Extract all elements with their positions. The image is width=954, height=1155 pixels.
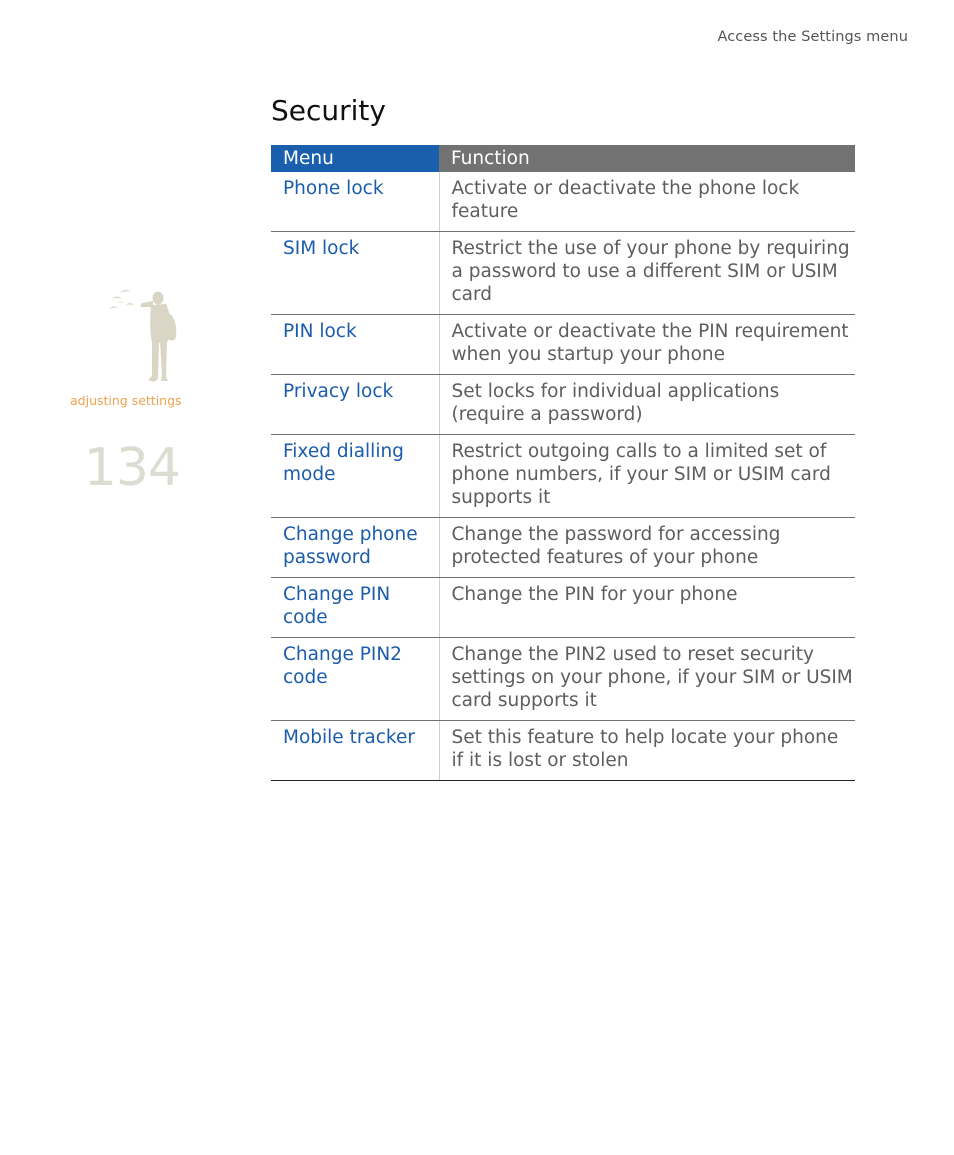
table-row bbox=[271, 315, 855, 375]
chapter-label: adjusting settings bbox=[70, 393, 182, 408]
table-row bbox=[271, 375, 855, 435]
function-cell: Change the PIN for your phone bbox=[439, 578, 855, 638]
function-cell: Change the PIN2 used to reset security settings on your phone, if your SIM or USIM card supports it bbox=[439, 638, 855, 721]
table-row bbox=[271, 578, 855, 638]
function-cell: Activate or deactivate the phone lock feature bbox=[439, 172, 855, 232]
table-row bbox=[271, 232, 855, 315]
running-header: Access the Settings menu bbox=[717, 29, 908, 45]
function-cell: Restrict outgoing calls to a limited set of phone numbers, if your SIM or USIM card supports it bbox=[439, 435, 855, 518]
table-row bbox=[271, 721, 855, 781]
table-row bbox=[271, 518, 855, 578]
menu-cell: Fixed dialling mode bbox=[271, 435, 439, 518]
column-header-function: Function bbox=[439, 145, 855, 172]
page-number: 134 bbox=[83, 438, 180, 498]
function-cell: Activate or deactivate the PIN requirement when you startup your phone bbox=[439, 315, 855, 375]
menu-cell: SIM lock bbox=[271, 232, 439, 315]
function-cell: Change the password for accessing protected features of your phone bbox=[439, 518, 855, 578]
person-with-birds-silhouette-icon bbox=[104, 287, 182, 387]
menu-cell: Change PIN code bbox=[271, 578, 439, 638]
menu-cell: Privacy lock bbox=[271, 375, 439, 435]
table-row bbox=[271, 638, 855, 721]
column-header-menu: Menu bbox=[271, 145, 439, 172]
page-title: Security bbox=[271, 94, 386, 127]
menu-cell: PIN lock bbox=[271, 315, 439, 375]
security-settings-table bbox=[271, 145, 855, 781]
function-cell: Set locks for individual applications (require a password) bbox=[439, 375, 855, 435]
table-row bbox=[271, 435, 855, 518]
function-cell: Set this feature to help locate your phone if it is lost or stolen bbox=[439, 721, 855, 781]
menu-cell: Mobile tracker bbox=[271, 721, 439, 781]
menu-cell: Change phone password bbox=[271, 518, 439, 578]
function-cell: Restrict the use of your phone by requiring a password to use a different SIM or USIM card bbox=[439, 232, 855, 315]
table-header-row bbox=[271, 145, 855, 172]
table-row bbox=[271, 172, 855, 232]
menu-cell: Phone lock bbox=[271, 172, 439, 232]
menu-cell: Change PIN2 code bbox=[271, 638, 439, 721]
